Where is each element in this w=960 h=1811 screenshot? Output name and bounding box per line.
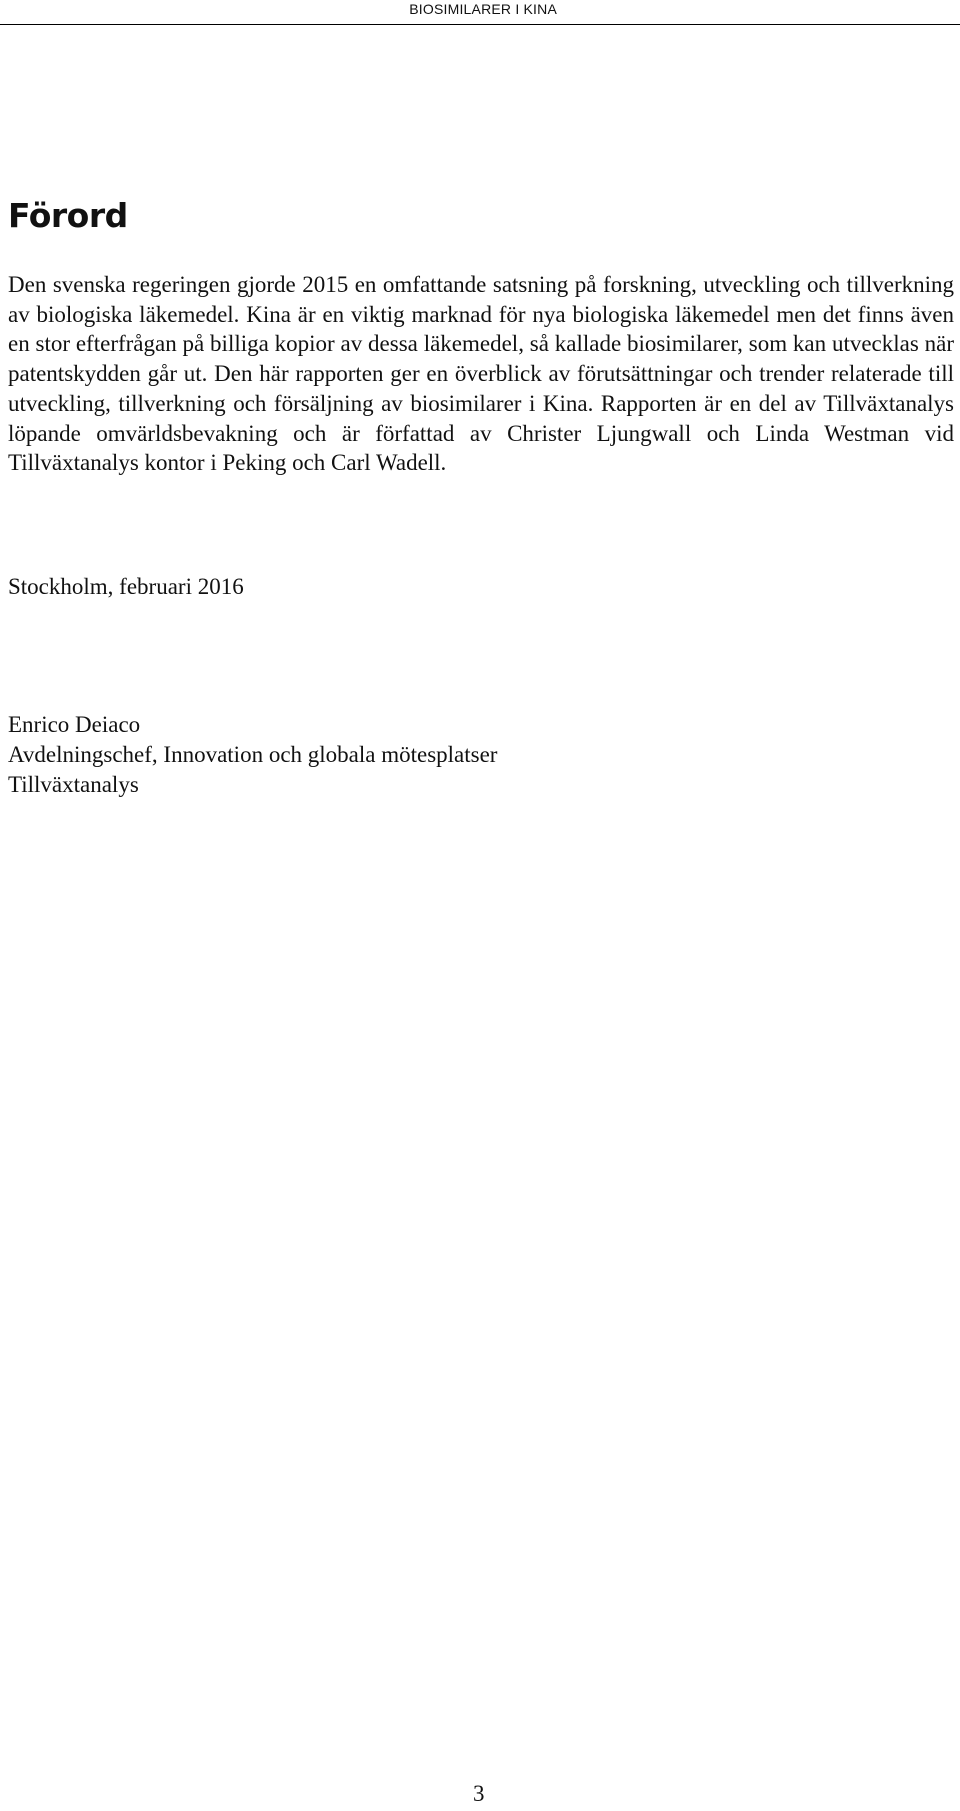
signatory-title: Avdelningschef, Innovation och globala mötesplatser xyxy=(8,742,498,767)
place-date: Stockholm, februari 2016 xyxy=(8,574,244,599)
signatory-name: Enrico Deiaco xyxy=(8,712,141,737)
signatory-organization: Tillväxtanalys xyxy=(8,772,139,797)
page-number: 3 xyxy=(473,1781,485,1806)
page-title: Förord xyxy=(8,196,128,235)
running-header-text: BIOSIMILARER I KINA xyxy=(409,1,557,17)
running-header xyxy=(0,0,960,25)
signature-block xyxy=(8,710,497,800)
foreword-paragraph: Den svenska regeringen gjorde 2015 en omfattande satsning på forskning, utveckling och tillverkning av biologiska läkemedel. Kina är en viktig marknad för nya biologiska läkemedel men det finns även en stor efterfrågan på billiga kopior av dessa läkemedel, så kallade biosimilarer, som kan utvecklas när patentskydden går ut. Den här rapporten ger en överblick av förutsättningar och trender relaterade till utveckling, tillverkning och försäljning av biosimilarer i Kina. Rapporten är en del av Tillväxtanalys löpande omvärldsbevakning och är författad av Christer Ljungwall och Linda Westman vid Tillväxtanalys kontor i Peking och Carl Wadell. xyxy=(8,272,954,476)
